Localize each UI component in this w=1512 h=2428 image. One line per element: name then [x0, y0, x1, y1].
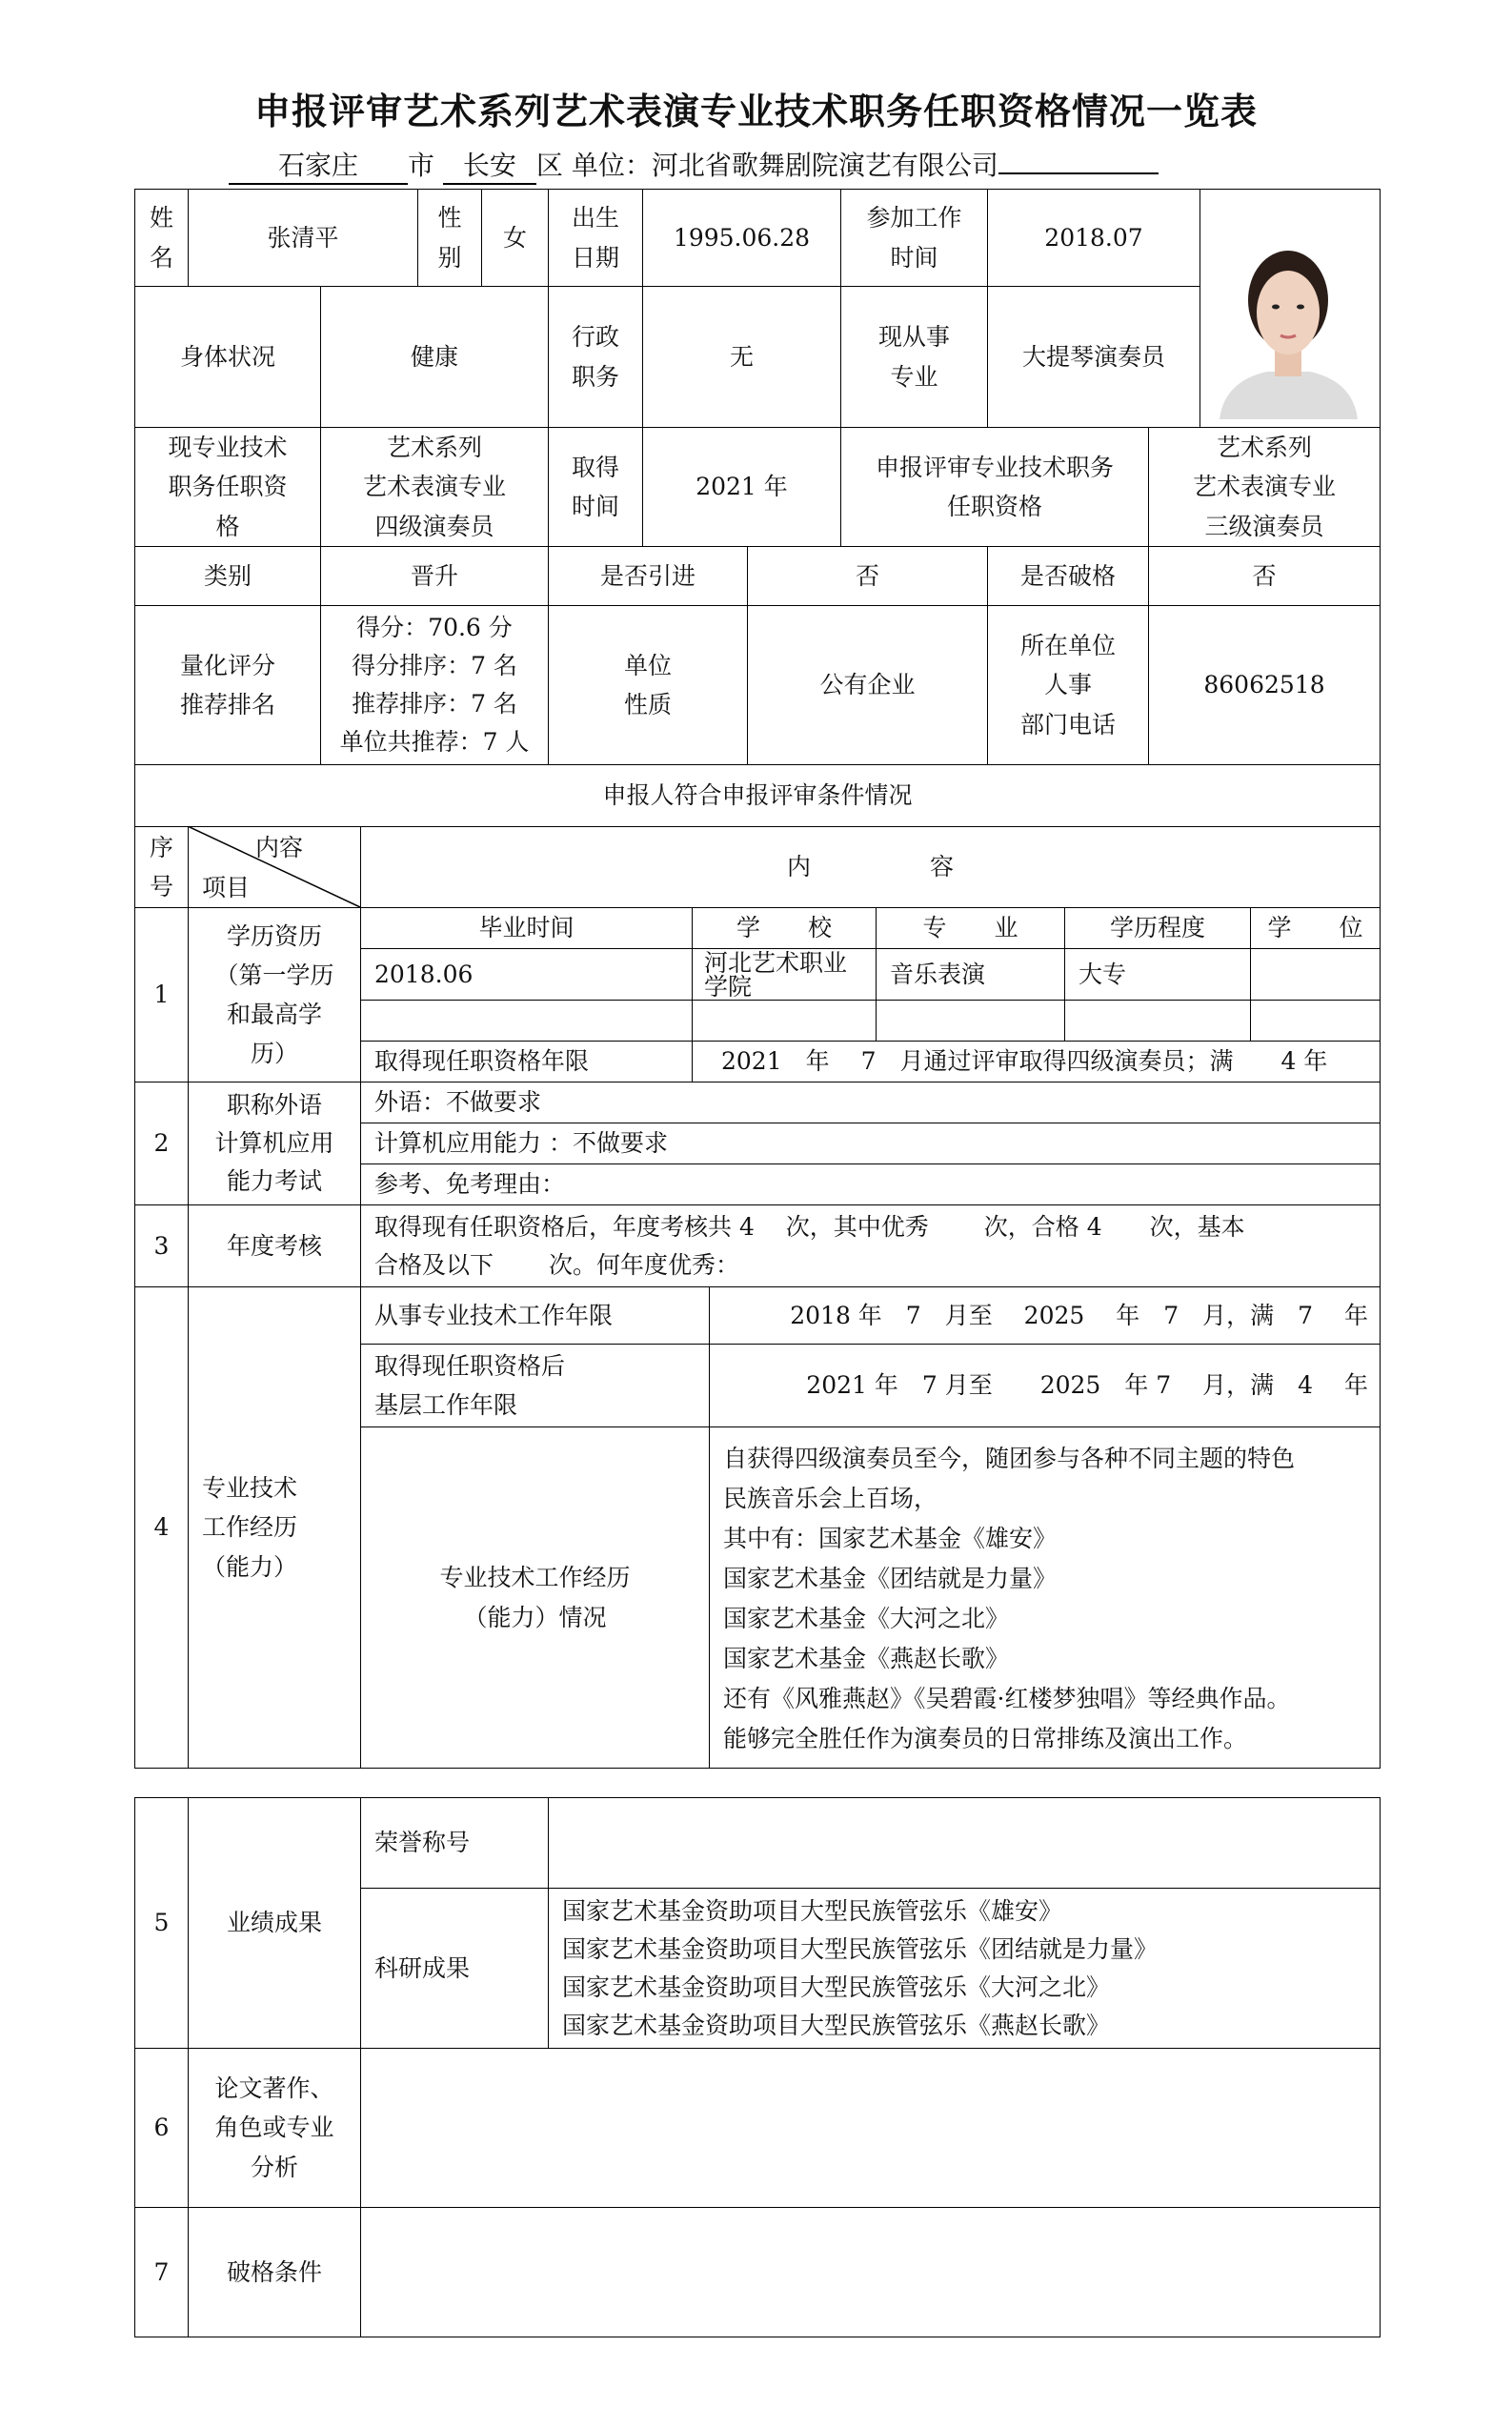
s2-no: 2: [134, 1082, 189, 1205]
city-suffix: 市: [408, 150, 435, 181]
research-label: 科研成果: [360, 1888, 549, 2049]
name-value: 张清平: [188, 189, 418, 287]
introduced-label: 是否引进: [548, 546, 748, 606]
work-start-value: 2018.07: [987, 189, 1200, 287]
base-years-label: 取得现任职资格后 基层工作年限: [360, 1344, 710, 1427]
item-corner-label: 项目: [202, 874, 251, 901]
apply-title-label: 申报评审专业技术职务 任职资格: [840, 427, 1149, 547]
unit-label: 单位：: [571, 150, 652, 181]
score-value: 得分：70.6 分 得分排序：7 名 推荐排序：7 名 单位共推荐：7 人: [320, 605, 549, 765]
major: 音乐表演: [876, 948, 1065, 1001]
hr-phone-label: 所在单位 人事 部门电话: [987, 605, 1149, 765]
col-graduation-time: 毕业时间: [360, 907, 693, 949]
s6-no: 6: [134, 2048, 189, 2208]
tenure-label: 取得现任职资格年限: [360, 1041, 693, 1082]
s1-label: 学历资历 （第一学历 和最高学 历）: [188, 907, 361, 1082]
subtitle: [229, 145, 1159, 185]
experience-label: 专业技术工作经历 （能力）情况: [360, 1426, 710, 1769]
empty-cell: [876, 1000, 1065, 1042]
current-title-label: 现专业技术 职务任职资 格: [134, 427, 321, 547]
s5-no: 5: [134, 1797, 189, 2049]
computer-skill: 计算机应用能力 ：不做要求: [360, 1123, 1381, 1164]
empty-cell: [692, 1000, 877, 1042]
district-suffix: 区: [535, 150, 563, 181]
honor-label: 荣誉称号: [360, 1797, 549, 1889]
s5-label: 业绩成果: [188, 1797, 361, 2049]
empty-cell: [1064, 1000, 1251, 1042]
content-corner-label: 内容: [255, 834, 304, 861]
degree: [1250, 948, 1381, 1001]
s7-label: 破格条件: [188, 2207, 361, 2337]
s4-no: 4: [134, 1286, 189, 1769]
s4-label: 专业技术 工作经历 （能力）: [188, 1286, 361, 1769]
work-years-label: 从事专业技术工作年限: [360, 1286, 710, 1345]
applicant-photo: [1210, 229, 1367, 419]
gender-label: 性 别: [417, 189, 482, 287]
s1-no: 1: [134, 907, 189, 1082]
experience-text: 自获得四级演奏员至今，随团参与各种不同主题的特色 民族音乐会上百场， 其中有：国家艺术基金《雄安》 国家艺术基金《团结就是力量》 国家艺术基金《大河之北》 国家艺术基金《燕赵长歌》 还有《风雅燕赵》《吴碧霞·红楼梦独唱》等经典作品。 能够完全胜任作为演奏员的日常排练及演出工作。: [709, 1426, 1381, 1769]
health-value: 健康: [320, 286, 549, 428]
col-school: 学 校: [692, 907, 877, 949]
s7-content: [360, 2207, 1381, 2337]
section-title: 申报人符合申报评审条件情况: [134, 764, 1381, 827]
education-level: 大专: [1064, 948, 1251, 1001]
page-title: 申报评审艺术系列艺术表演专业技术职务任职资格情况一览表: [253, 90, 1258, 132]
empty-cell: [360, 1000, 693, 1042]
exception-value: 否: [1148, 546, 1381, 606]
introduced-value: 否: [747, 546, 988, 606]
apply-title-value: 艺术系列 艺术表演专业 三级演奏员: [1148, 427, 1381, 547]
no-header: 序 号: [134, 826, 189, 908]
s2-label: 职称外语 计算机应用 能力考试: [188, 1082, 361, 1205]
birth-label: 出生 日期: [548, 189, 643, 287]
s3-no: 3: [134, 1204, 189, 1287]
annual-review: 取得现有任职资格后，年度考核共 4 次，其中优秀 次，合格 4 次，基本 合格及以下 次。何年度优秀：: [360, 1204, 1381, 1287]
city: 石家庄: [229, 145, 408, 185]
graduation-time: 2018.06: [360, 948, 693, 1001]
admin-post-label: 行政 职务: [548, 286, 643, 428]
category-label: 类别: [134, 546, 321, 606]
work-start-label: 参加工作 时间: [840, 189, 988, 287]
admin-post-value: 无: [642, 286, 841, 428]
birth-value: 1995.06.28: [642, 189, 841, 287]
work-years-value: 2018 年 7 月至 2025 年 7 月，满 7 年: [709, 1286, 1381, 1345]
unit-type-label: 单位 性质: [548, 605, 748, 765]
col-major: 专 业: [876, 907, 1065, 949]
current-major-value: 大提琴演奏员: [987, 286, 1200, 428]
col-degree: 学 位: [1250, 907, 1381, 949]
s3-label: 年度考核: [188, 1204, 361, 1287]
empty-cell: [1250, 1000, 1381, 1042]
health-label: 身体状况: [134, 286, 321, 428]
current-major-label: 现从事 专业: [840, 286, 988, 428]
name-label: 姓 名: [134, 189, 189, 287]
obtain-time-label: 取得 时间: [548, 427, 643, 547]
hr-phone-value: 86062518: [1148, 605, 1381, 765]
current-title-value: 艺术系列 艺术表演专业 四级演奏员: [320, 427, 549, 547]
unit-name: 河北省歌舞剧院演艺有限公司: [651, 150, 998, 181]
category-value: 晋升: [320, 546, 549, 606]
obtain-time-value: 2021 年: [642, 427, 841, 547]
foreign-language: 外语：不做要求: [360, 1082, 1381, 1123]
s6-content: [360, 2048, 1381, 2208]
honor-value: [548, 1797, 1381, 1889]
unit-underline: [998, 172, 1159, 174]
base-years-value: 2021 年 7 月至 2025 年 7 月，满 4 年: [709, 1344, 1381, 1427]
s7-no: 7: [134, 2207, 189, 2337]
exemption-reason: 参考、免考理由：: [360, 1163, 1381, 1205]
content-header: 内 容: [360, 826, 1381, 908]
district: 长安: [443, 145, 536, 185]
col-education-level: 学历程度: [1064, 907, 1251, 949]
research-list: 国家艺术基金资助项目大型民族管弦乐《雄安》 国家艺术基金资助项目大型民族管弦乐《团结就是力量》 国家艺术基金资助项目大型民族管弦乐《大河之北》 国家艺术基金资助项目大型民族管弦乐《燕赵长歌》: [548, 1888, 1381, 2049]
tenure-value: 2021 年 7 月通过评审取得四级演奏员；满 4 年: [692, 1041, 1381, 1082]
gender-value: 女: [481, 189, 549, 287]
school: 河北艺术职业 学院: [692, 948, 877, 1001]
score-label: 量化评分 推荐排名: [134, 605, 321, 765]
unit-type-value: 公有企业: [747, 605, 988, 765]
s6-label: 论文著作、 角色或专业 分析: [188, 2048, 361, 2208]
exception-label: 是否破格: [987, 546, 1149, 606]
